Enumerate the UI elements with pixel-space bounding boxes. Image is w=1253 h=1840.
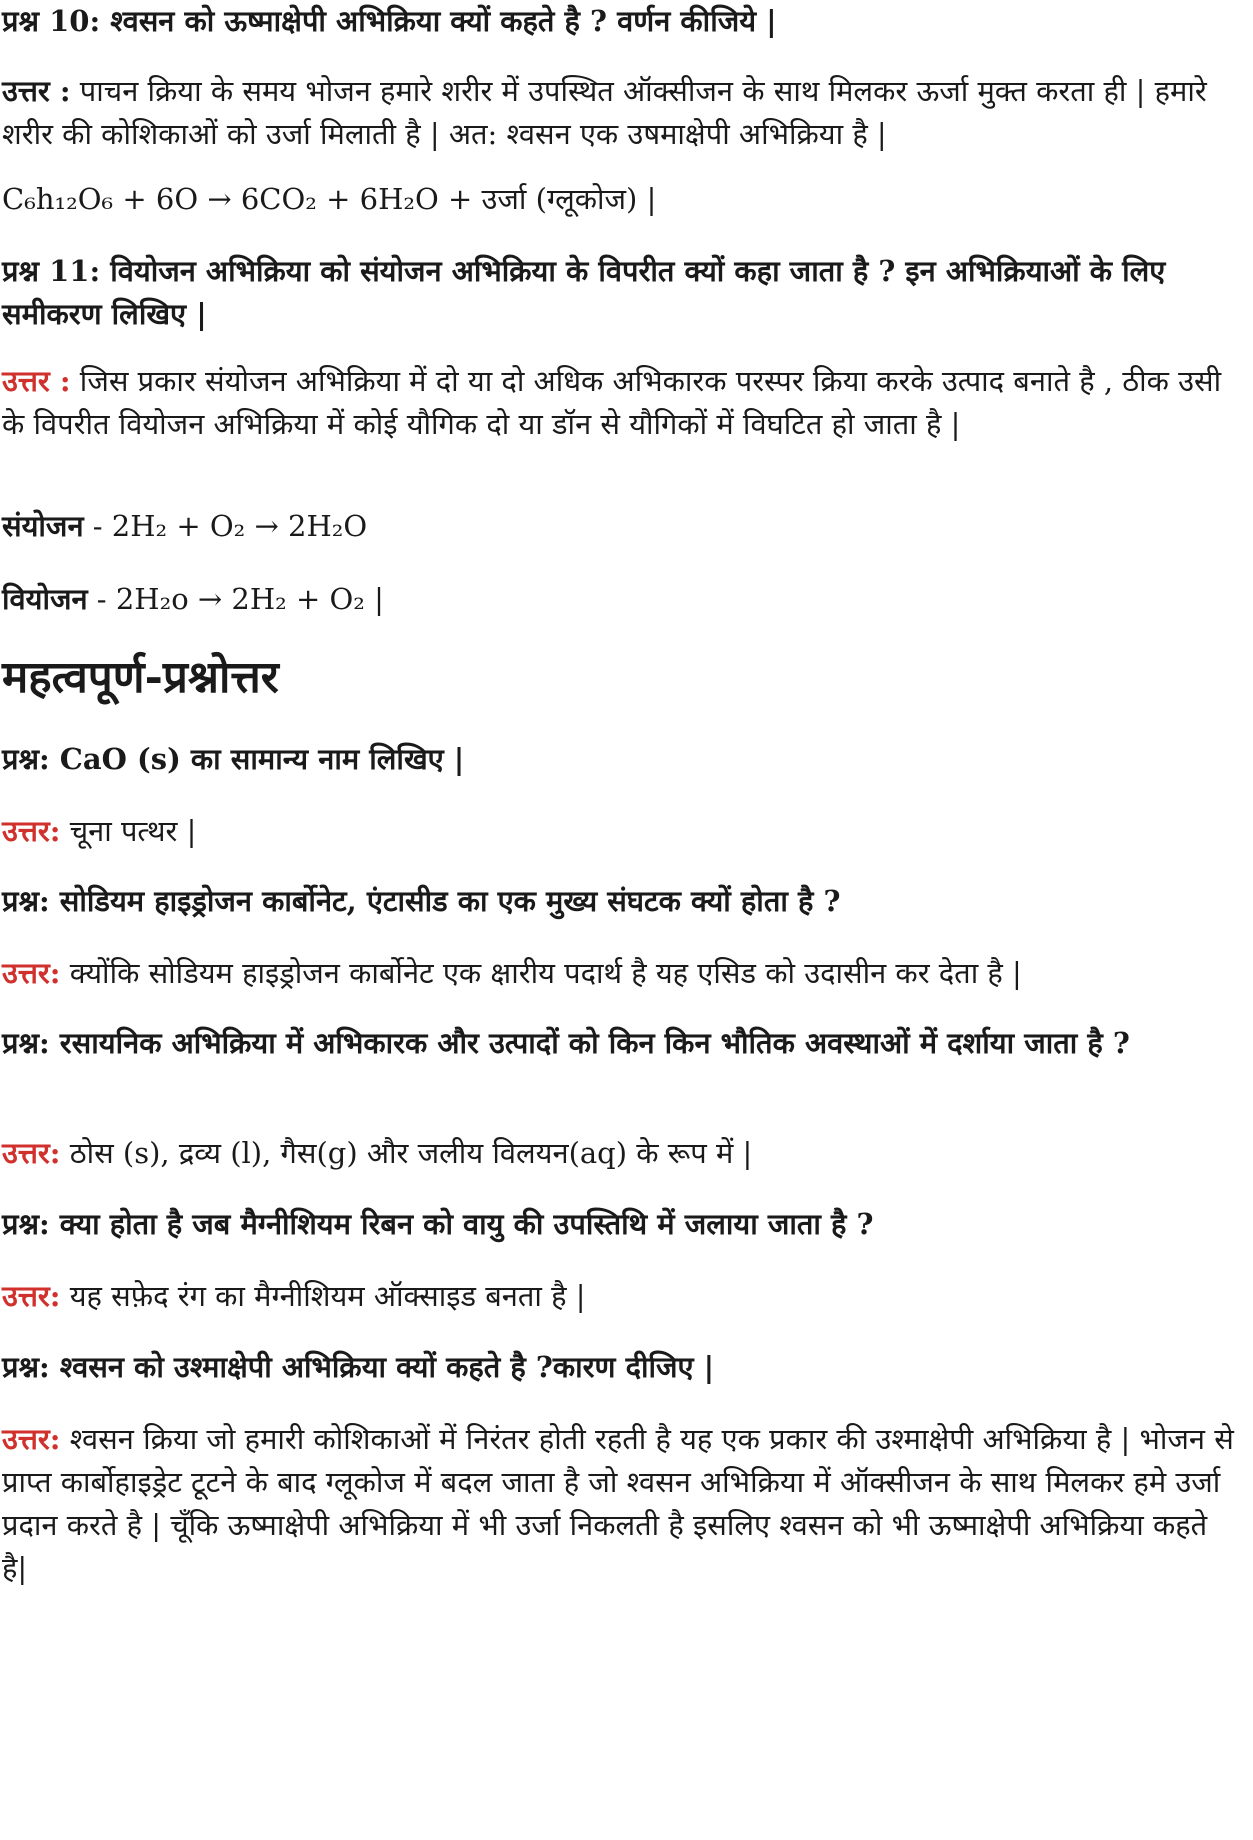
qa4-answer-label: उत्तर: [2,1279,61,1313]
combination-equation: - 2H₂ + O₂ → 2H₂O [83,509,368,543]
qa4-question: प्रश्न: क्या होता है जब मैग्नीशियम रिबन को वायु की उपस्तिथि में जलाया जाता है ? [2,1207,874,1241]
qa3-answer [2,1132,1241,1175]
qa3-answer-text: ठोस (s), द्रव्य (l), गैस(g) और जलीय विलयन(aq) के रूप में | [60,1136,753,1170]
qa4-answer-text: यह सफ़ेद रंग का मैग्नीशियम ऑक्साइड बनता है | [60,1279,586,1313]
qa5-question: प्रश्न: श्वसन को उश्माक्षेपी अभिक्रिया क्यों कहते है ?कारण दीजिए | [2,1350,715,1384]
qa2-answer [2,952,1241,995]
q11-question: प्रश्न 11: वियोजन अभिक्रिया को संयोजन अभिक्रिया के विपरीत क्यों कहा जाता है ? इन अभिक्रियाओं के लिए समीकरण लिखिए | [2,254,1166,331]
q10-answer-text: पाचन क्रिया के समय भोजन हमारे शरीर में उपस्थित ऑक्सीजन के साथ मिलकर ऊर्जा मुक्त करता ही | हमारे शरीर की कोशिकाओं को उर्जा मिलाती है | अत: श्वसन एक उषमाक्षेपी अभिक्रिया है | [2,74,1207,151]
qa1-answer [2,810,1241,853]
qa1-answer-text: चूना पत्थर | [60,814,197,848]
qa3-answer-label: उत्तर: [2,1136,61,1170]
qa1-answer-label: उत्तर: [2,814,61,848]
qa3-question: प्रश्न: रसायनिक अभिक्रिया में अभिकारक और उत्पादों को किन किन भौतिक अवस्थाओं में दर्शाया जाता है ? [2,1026,1130,1060]
qa4-answer [2,1275,1241,1318]
qa2-answer-text: क्योंकि सोडियम हाइड्रोजन कार्बोनेट एक क्षारीय पदार्थ है यह एसिड को उदासीन कर देता है | [60,956,1022,990]
decomposition-equation: - 2H₂o → 2H₂ + O₂ | [87,582,384,616]
q11-combination [2,505,1241,548]
qa2-answer-label: उत्तर: [2,956,61,990]
q10-question: प्रश्न 10: श्वसन को ऊष्माक्षेपी अभिक्रिया क्यों कहते है ? वर्णन कीजिये | [2,4,777,38]
q10-equation: C₆h₁₂O₆ + 6O → 6CO₂ + 6H₂O + उर्जा (ग्लूकोज) | [2,182,657,216]
q11-answer [2,360,1241,446]
section-heading: महत्वपूर्ण-प्रश्नोत्तर [2,652,279,703]
qa2-question: प्रश्न: सोडियम हाइड्रोजन कार्बोनेट, एंटासीड का एक मुख्य संघटक क्यों होता है ? [2,884,841,918]
q10-answer-label: उत्तर : [2,74,71,108]
q11-answer-label: उत्तर : [2,364,71,398]
q11-decomposition [2,578,1241,621]
combination-label: संयोजन [2,509,84,543]
qa5-answer-label: उत्तर: [2,1422,61,1456]
q11-answer-text: जिस प्रकार संयोजन अभिक्रिया में दो या दो अधिक अभिकारक परस्पर क्रिया करके उत्पाद बनाते है , ठीक उसी के विपरीत वियोजन अभिक्रिया में कोई यौगिक दो या डॉन से यौगिकों में विघटित हो जाता है | [2,364,1222,441]
decomposition-label: वियोजन [2,582,88,616]
qa5-answer [2,1418,1241,1590]
qa1-question: प्रश्न: CaO (s) का सामान्य नाम लिखिए | [2,742,465,776]
qa5-answer-text: श्वसन क्रिया जो हमारी कोशिकाओं में निरंतर होती रहती है यह एक प्रकार की उश्माक्षेपी अभिक्रिया है | भोजन से प्राप्त कार्बोहाइड्रेट टूटने के बाद ग्लूकोज में बदल जाता है जो श्वसन अभिक्रिया में ऑक्सीजन के साथ मिलकर हमे उर्जा प्रदान करते है | चूँकि ऊष्माक्षेपी अभिक्रिया में भी उर्जा निकलती है इसलिए श्वसन को भी ऊष्माक्षेपी अभिक्रिया कहते है| [2,1422,1234,1585]
q10-answer [2,70,1241,156]
